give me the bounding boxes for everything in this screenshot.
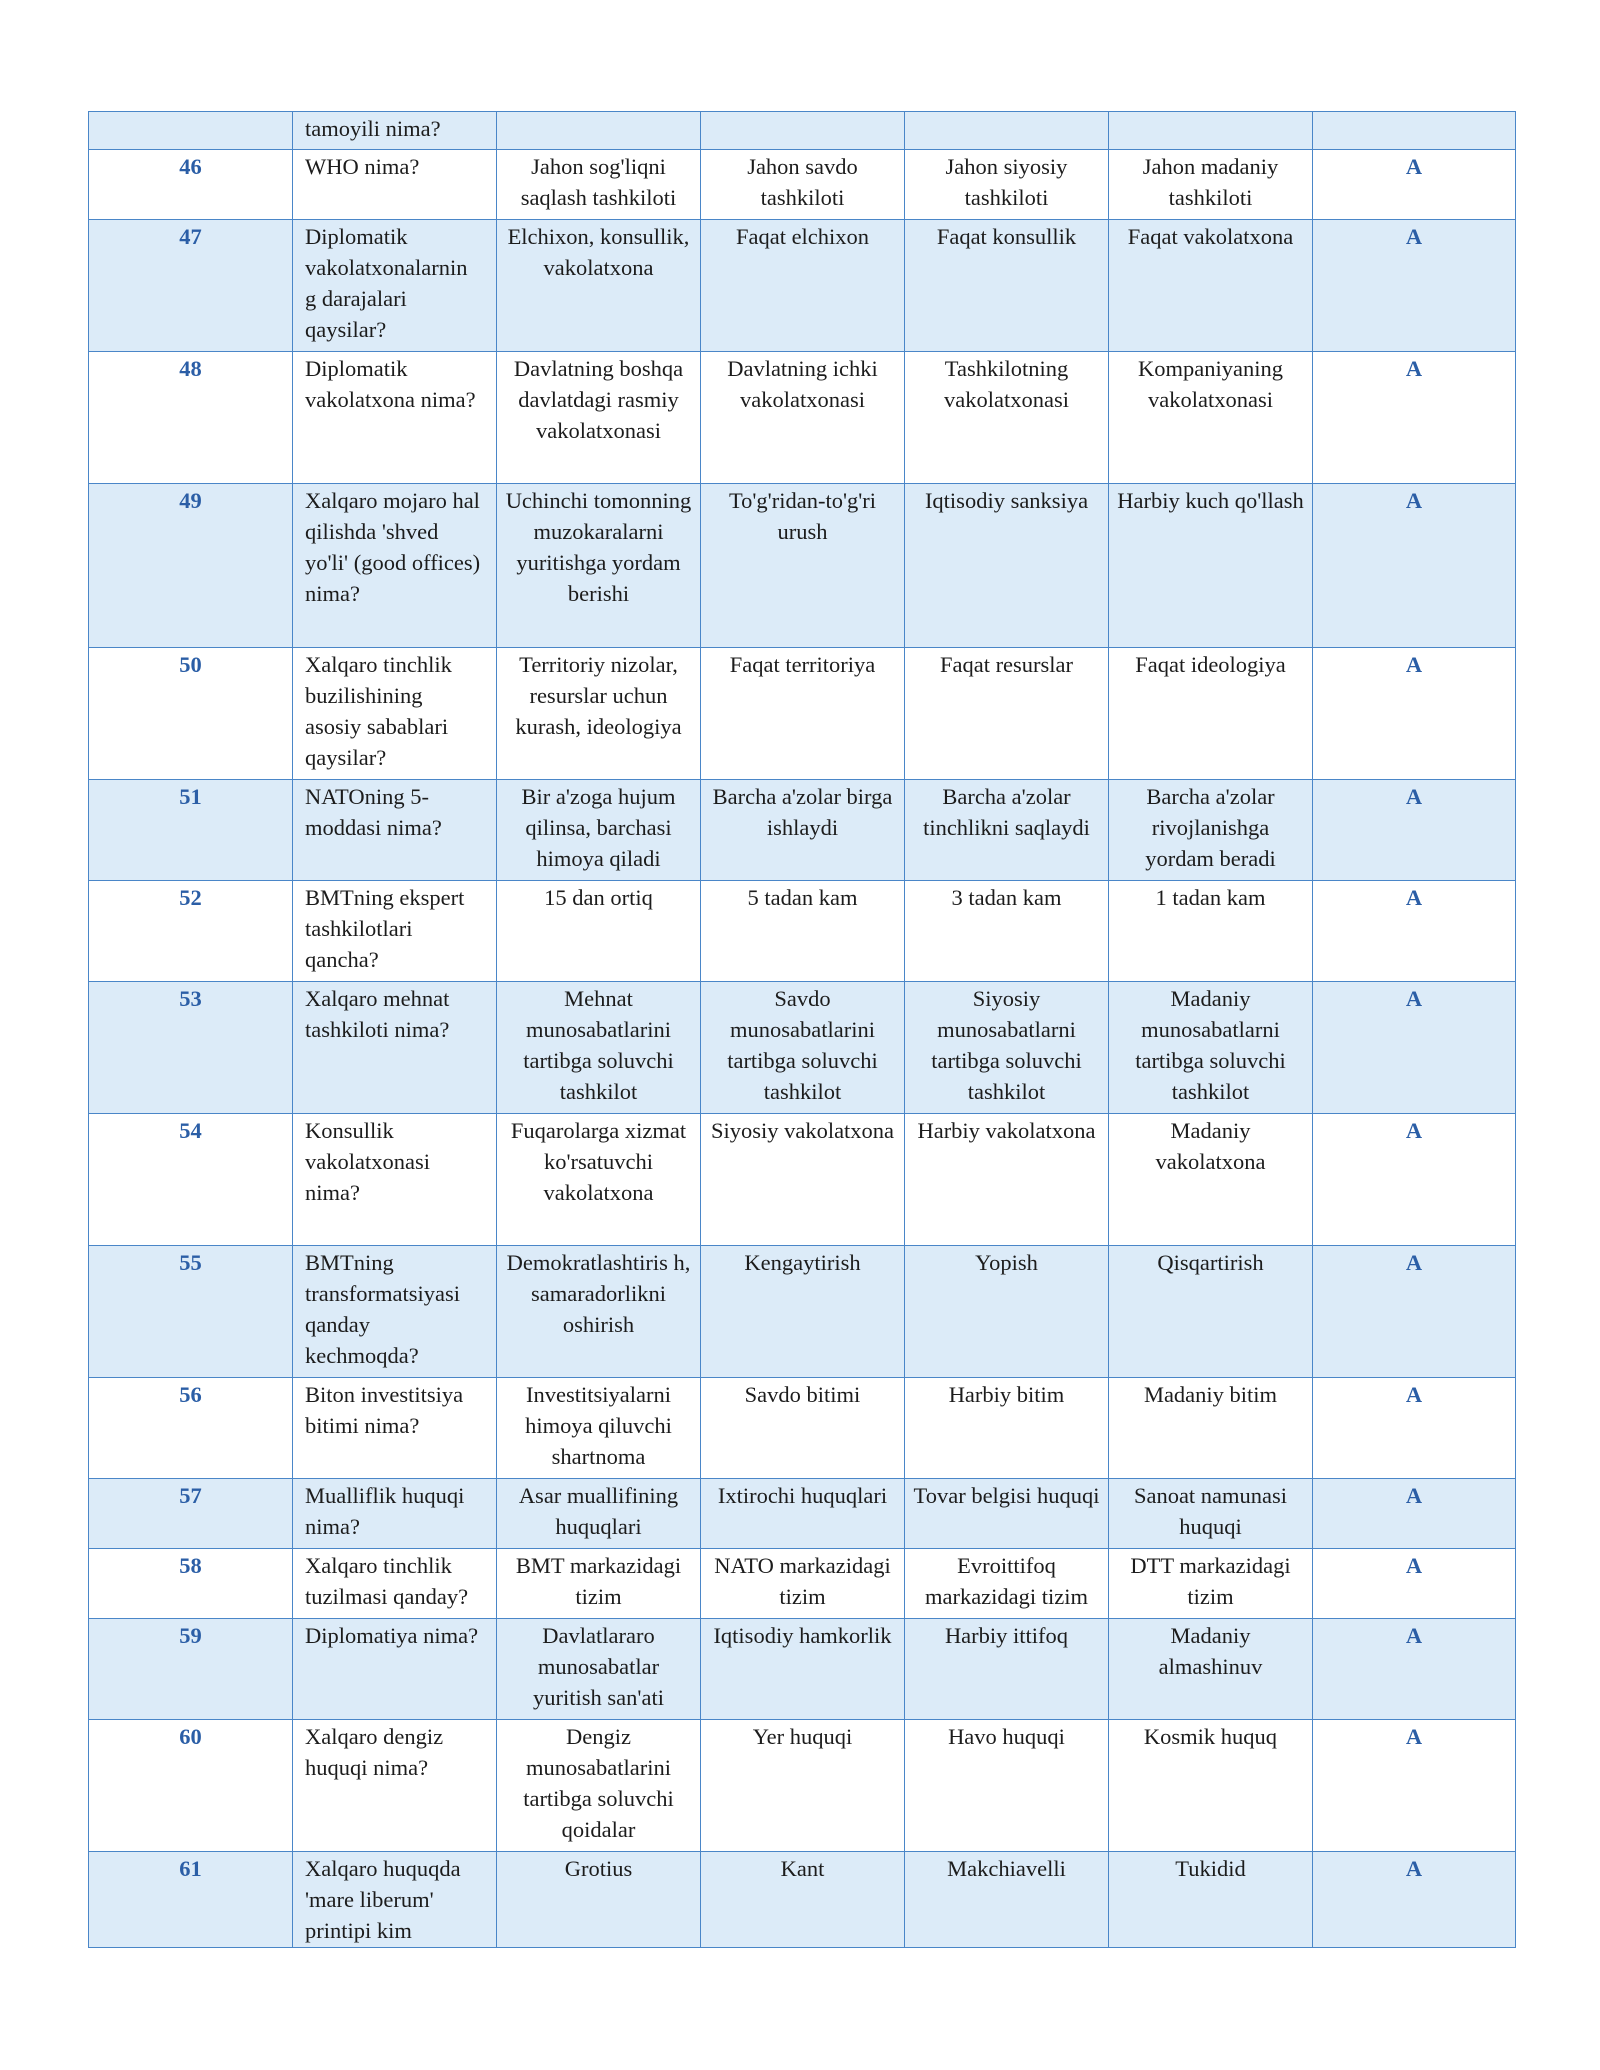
option-d: Jahon madaniy tashkiloti <box>1142 154 1279 210</box>
option-d-cell <box>1109 1479 1313 1549</box>
option-c-cell <box>905 1852 1109 1948</box>
correct-answer-cell <box>1313 1479 1516 1549</box>
correct-answer: A <box>1405 1483 1423 1508</box>
option-a-cell <box>497 1114 701 1246</box>
correct-answer-cell <box>1313 1114 1516 1246</box>
correct-answer: A <box>1405 1553 1423 1578</box>
question-number: 61 <box>179 1856 202 1881</box>
option-c-cell <box>905 1246 1109 1378</box>
option-b: Savdo bitimi <box>744 1382 861 1407</box>
question-number-cell <box>89 1619 293 1720</box>
option-c-cell <box>905 150 1109 220</box>
question-text: Xalqaro mojaro hal qilishda 'shved yo'li' (good offices) nima? <box>305 488 481 606</box>
correct-answer: A <box>1405 1623 1423 1648</box>
option-c-cell <box>905 1378 1109 1479</box>
option-a-cell <box>497 1378 701 1479</box>
option-c: Harbiy ittifoq <box>944 1623 1069 1648</box>
question-text: Diplomatiya nima? <box>305 1623 479 1648</box>
option-b: Yer huquqi <box>752 1724 853 1749</box>
option-c: Barcha a'zolar tinchlikni saqlaydi <box>923 784 1090 840</box>
correct-answer: A <box>1405 652 1423 677</box>
option-d-cell <box>1109 1114 1313 1246</box>
table-row <box>89 648 1516 780</box>
question-number-cell <box>89 982 293 1114</box>
option-a-cell <box>497 1246 701 1378</box>
question-number: 51 <box>179 784 202 809</box>
option-b: Savdo munosabatlarini tartibga soluvchi tashkilot <box>727 986 878 1104</box>
option-c-cell <box>905 484 1109 648</box>
option-a: Jahon sog'liqni saqlash tashkiloti <box>520 154 677 210</box>
option-b-cell <box>701 1114 905 1246</box>
option-d-cell <box>1109 150 1313 220</box>
option-c-cell <box>905 1549 1109 1619</box>
option-c: Jahon siyosiy tashkiloti <box>945 154 1068 210</box>
question-text: Xalqaro tinchlik tuzilmasi qanday? <box>305 1553 469 1609</box>
table-row <box>89 352 1516 484</box>
option-d: Kosmik huquq <box>1143 1724 1278 1749</box>
option-d: Harbiy kuch qo'llash <box>1117 488 1304 513</box>
option-a-cell <box>497 780 701 881</box>
option-d-cell <box>1109 352 1313 484</box>
option-a-cell <box>497 1549 701 1619</box>
option-c: Iqtisodiy sanksiya <box>924 488 1089 513</box>
option-a-cell <box>497 1479 701 1549</box>
question-text-cell <box>293 1852 497 1948</box>
option-b: Iqtisodiy hamkorlik <box>713 1623 892 1648</box>
option-d: Madaniy almashinuv <box>1158 1623 1263 1679</box>
correct-answer: A <box>1405 488 1423 513</box>
option-b-cell <box>701 352 905 484</box>
table-row <box>89 1619 1516 1720</box>
option-a-cell <box>497 881 701 982</box>
option-c: Faqat konsullik <box>936 224 1077 249</box>
correct-answer: A <box>1405 986 1423 1011</box>
option-b-cell <box>701 982 905 1114</box>
option-b: Davlatning ichki vakolatxonasi <box>727 356 878 412</box>
option-b: Kant <box>780 1856 825 1881</box>
question-number: 58 <box>179 1553 202 1578</box>
question-number-cell <box>89 1720 293 1852</box>
question-text-cell <box>293 1549 497 1619</box>
question-number: 59 <box>179 1623 202 1648</box>
question-number: 60 <box>179 1724 202 1749</box>
question-text: Xalqaro huquqda 'mare liberum' printipi kim <box>305 1856 461 1943</box>
correct-answer: A <box>1405 885 1423 910</box>
option-a: Demokratlashtiris h, samaradorlikni oshirish <box>506 1250 691 1337</box>
option-a: Elchixon, konsullik, vakolatxona <box>507 224 690 280</box>
option-c-cell <box>905 881 1109 982</box>
question-number-cell <box>89 1852 293 1948</box>
table-row <box>89 150 1516 220</box>
option-c-cell <box>905 982 1109 1114</box>
option-a: Fuqarolarga xizmat ko'rsatuvchi vakolatxona <box>510 1118 687 1205</box>
option-b-cell <box>701 1852 905 1948</box>
option-d-cell <box>1109 1720 1313 1852</box>
option-d-cell <box>1109 1378 1313 1479</box>
correct-answer-cell <box>1313 1378 1516 1479</box>
option-b-cell <box>701 1619 905 1720</box>
question-text: tamoyili nima? <box>305 116 441 141</box>
correct-answer-cell <box>1313 112 1516 150</box>
option-b-cell <box>701 1549 905 1619</box>
correct-answer-cell <box>1313 150 1516 220</box>
option-b: Jahon savdo tashkiloti <box>747 154 858 210</box>
correct-answer-cell <box>1313 780 1516 881</box>
question-number-cell <box>89 648 293 780</box>
question-text: BMTning transformatsiyasi qanday kechmoqda? <box>305 1250 460 1368</box>
correct-answer-cell <box>1313 484 1516 648</box>
option-a-cell <box>497 1852 701 1948</box>
option-d: Qisqartirish <box>1157 1250 1264 1275</box>
question-text-cell <box>293 1479 497 1549</box>
option-a-cell <box>497 982 701 1114</box>
table-row <box>89 1479 1516 1549</box>
question-number-cell <box>89 1246 293 1378</box>
correct-answer: A <box>1405 356 1423 381</box>
question-number-cell <box>89 150 293 220</box>
option-c: Tovar belgisi huquqi <box>913 1483 1100 1508</box>
option-d: 1 tadan kam <box>1155 885 1266 910</box>
option-d-cell <box>1109 484 1313 648</box>
table-row <box>89 1852 1516 1948</box>
correct-answer: A <box>1405 1856 1423 1881</box>
table-row <box>89 1114 1516 1246</box>
question-number-cell <box>89 220 293 352</box>
correct-answer: A <box>1405 784 1423 809</box>
option-d-cell <box>1109 780 1313 881</box>
correct-answer-cell <box>1313 352 1516 484</box>
option-a-cell <box>497 112 701 150</box>
option-c: Yopish <box>975 1250 1038 1275</box>
question-number: 49 <box>179 488 202 513</box>
question-number: 52 <box>179 885 202 910</box>
question-text: Xalqaro mehnat tashkiloti nima? <box>305 986 450 1042</box>
correct-answer-cell <box>1313 220 1516 352</box>
option-b: To'g'ridan-to'g'ri urush <box>728 488 877 544</box>
option-b-cell <box>701 220 905 352</box>
option-b-cell <box>701 1479 905 1549</box>
question-number-cell <box>89 484 293 648</box>
table-row <box>89 1246 1516 1378</box>
option-d: Kompaniyaning vakolatxonasi <box>1138 356 1283 412</box>
question-text-cell <box>293 1246 497 1378</box>
option-c-cell <box>905 1114 1109 1246</box>
option-a-cell <box>497 150 701 220</box>
option-d: Madaniy munosabatlarni tartibga soluvchi tashkilot <box>1135 986 1286 1104</box>
option-b-cell <box>701 648 905 780</box>
option-b: Kengaytirish <box>744 1250 861 1275</box>
option-b: 5 tadan kam <box>747 885 858 910</box>
option-d-cell <box>1109 982 1313 1114</box>
option-b-cell <box>701 150 905 220</box>
option-a: Territoriy nizolar, resurslar uchun kurash, ideologiya <box>515 652 682 739</box>
option-a: Davlatlararo munosabatlar yuritish san'ati <box>533 1623 664 1710</box>
question-number: 47 <box>179 224 202 249</box>
option-a-cell <box>497 484 701 648</box>
option-a: Mehnat munosabatlarini tartibga soluvchi tashkilot <box>523 986 674 1104</box>
correct-answer-cell <box>1313 1720 1516 1852</box>
option-d: Madaniy vakolatxona <box>1155 1118 1266 1174</box>
option-d: Faqat ideologiya <box>1135 652 1286 677</box>
correct-answer-cell <box>1313 648 1516 780</box>
option-b-cell <box>701 1378 905 1479</box>
option-d-cell <box>1109 881 1313 982</box>
question-text-cell <box>293 1114 497 1246</box>
question-text-cell <box>293 881 497 982</box>
question-text: Diplomatik vakolatxonalarnin g darajalari qaysilar? <box>305 224 468 342</box>
option-d-cell <box>1109 220 1313 352</box>
option-c: Evroittifoq markazidagi tizim <box>924 1553 1089 1609</box>
correct-answer: A <box>1405 1382 1423 1407</box>
option-b: Barcha a'zolar birga ishlaydi <box>712 784 893 840</box>
question-number: 48 <box>179 356 202 381</box>
option-a: Asar muallifining huquqlari <box>518 1483 679 1539</box>
option-c: Tashkilotning vakolatxonasi <box>944 356 1069 412</box>
table-row <box>89 1549 1516 1619</box>
question-text-cell <box>293 484 497 648</box>
question-text-cell <box>293 1720 497 1852</box>
question-text: NATOning 5-moddasi nima? <box>305 784 442 840</box>
option-c-cell <box>905 112 1109 150</box>
question-text-cell <box>293 648 497 780</box>
option-a-cell <box>497 352 701 484</box>
option-a: Uchinchi tomonning muzokaralarni yuritishga yordam berishi <box>505 488 692 606</box>
question-number: 53 <box>179 986 202 1011</box>
option-d: Madaniy bitim <box>1143 1382 1278 1407</box>
table-row <box>89 1720 1516 1852</box>
question-number-cell <box>89 780 293 881</box>
option-b-cell <box>701 1720 905 1852</box>
option-c-cell <box>905 1720 1109 1852</box>
option-c: 3 tadan kam <box>951 885 1062 910</box>
option-c: Siyosiy munosabatlarni tartibga soluvchi tashkilot <box>931 986 1082 1104</box>
option-d: DTT markazidagi tizim <box>1130 1553 1291 1609</box>
question-number-cell <box>89 1479 293 1549</box>
correct-answer-cell <box>1313 1852 1516 1948</box>
question-number-cell <box>89 881 293 982</box>
correct-answer-cell <box>1313 881 1516 982</box>
question-text: Diplomatik vakolatxona nima? <box>305 356 476 412</box>
question-number-cell <box>89 1549 293 1619</box>
question-number-cell <box>89 352 293 484</box>
option-b-cell <box>701 112 905 150</box>
question-number-cell <box>89 1378 293 1479</box>
question-text-cell <box>293 1378 497 1479</box>
correct-answer: A <box>1405 154 1423 179</box>
option-c: Faqat resurslar <box>939 652 1074 677</box>
correct-answer: A <box>1405 1118 1423 1143</box>
question-text-cell <box>293 780 497 881</box>
question-text: Biton investitsiya bitimi nima? <box>305 1382 464 1438</box>
question-text: Mualliflik huquqi nima? <box>305 1483 465 1539</box>
option-b: Ixtirochi huquqlari <box>717 1483 888 1508</box>
option-c-cell <box>905 1619 1109 1720</box>
correct-answer-cell <box>1313 1549 1516 1619</box>
option-a: Grotius <box>564 1856 633 1881</box>
option-b-cell <box>701 484 905 648</box>
question-number: 50 <box>179 652 202 677</box>
quiz-table <box>88 111 1516 1948</box>
table-row <box>89 780 1516 881</box>
option-c: Harbiy vakolatxona <box>917 1118 1096 1143</box>
question-text: WHO nima? <box>305 154 420 179</box>
option-c-cell <box>905 352 1109 484</box>
question-text-cell <box>293 982 497 1114</box>
quiz-table-body <box>89 112 1516 1948</box>
option-d: Faqat vakolatxona <box>1127 224 1294 249</box>
question-number-cell <box>89 1114 293 1246</box>
table-row <box>89 112 1516 150</box>
question-text-cell <box>293 112 497 150</box>
correct-answer-cell <box>1313 982 1516 1114</box>
question-text: BMTning ekspert tashkilotlari qancha? <box>305 885 465 972</box>
question-number: 54 <box>179 1118 202 1143</box>
option-b-cell <box>701 1246 905 1378</box>
option-a-cell <box>497 1720 701 1852</box>
option-a: BMT markazidagi tizim <box>515 1553 682 1609</box>
option-a: Dengiz munosabatlarini tartibga soluvchi qoidalar <box>523 1724 674 1842</box>
option-c-cell <box>905 1479 1109 1549</box>
correct-answer: A <box>1405 1724 1423 1749</box>
correct-answer-cell <box>1313 1619 1516 1720</box>
question-text-cell <box>293 150 497 220</box>
option-a: Bir a'zoga hujum qilinsa, barchasi himoya qiladi <box>521 784 676 871</box>
option-b: Siyosiy vakolatxona <box>710 1118 895 1143</box>
option-c-cell <box>905 780 1109 881</box>
option-a: 15 dan ortiq <box>544 885 653 910</box>
question-number-cell <box>89 112 293 150</box>
question-text: Konsullik vakolatxonasi nima? <box>305 1118 430 1205</box>
table-row <box>89 220 1516 352</box>
correct-answer-cell <box>1313 1246 1516 1378</box>
option-b: Faqat elchixon <box>735 224 870 249</box>
option-c: Makchiavelli <box>947 1856 1066 1881</box>
option-b-cell <box>701 780 905 881</box>
correct-answer: A <box>1405 224 1423 249</box>
option-d: Barcha a'zolar rivojlanishga yordam beradi <box>1145 784 1276 871</box>
option-c: Harbiy bitim <box>948 1382 1065 1407</box>
option-d-cell <box>1109 648 1313 780</box>
option-c-cell <box>905 220 1109 352</box>
question-number: 57 <box>179 1483 202 1508</box>
question-text: Xalqaro dengiz huquqi nima? <box>305 1724 444 1780</box>
option-b: NATO markazidagi tizim <box>714 1553 891 1609</box>
option-c-cell <box>905 648 1109 780</box>
correct-answer: A <box>1405 1250 1423 1275</box>
option-d-cell <box>1109 1852 1313 1948</box>
table-row <box>89 881 1516 982</box>
option-d: Sanoat namunasi huquqi <box>1133 1483 1288 1539</box>
question-text-cell <box>293 1619 497 1720</box>
option-a: Investitsiyalarni himoya qiluvchi shartnoma <box>525 1382 672 1469</box>
option-d-cell <box>1109 112 1313 150</box>
option-d-cell <box>1109 1549 1313 1619</box>
option-d-cell <box>1109 1619 1313 1720</box>
question-text-cell <box>293 352 497 484</box>
question-number: 46 <box>179 154 202 179</box>
option-c: Havo huquqi <box>948 1724 1065 1749</box>
option-a: Davlatning boshqa davlatdagi rasmiy vakolatxonasi <box>513 356 684 443</box>
option-a-cell <box>497 220 701 352</box>
question-number: 55 <box>179 1250 202 1275</box>
option-d: Tukidid <box>1175 1856 1246 1881</box>
table-row <box>89 484 1516 648</box>
option-b: Faqat territoriya <box>729 652 876 677</box>
question-number: 56 <box>179 1382 202 1407</box>
question-text: Xalqaro tinchlik buzilishining asosiy sabablari qaysilar? <box>305 652 452 770</box>
table-row <box>89 1378 1516 1479</box>
option-a-cell <box>497 1619 701 1720</box>
table-row <box>89 982 1516 1114</box>
question-text-cell <box>293 220 497 352</box>
option-a-cell <box>497 648 701 780</box>
option-b-cell <box>701 881 905 982</box>
option-d-cell <box>1109 1246 1313 1378</box>
